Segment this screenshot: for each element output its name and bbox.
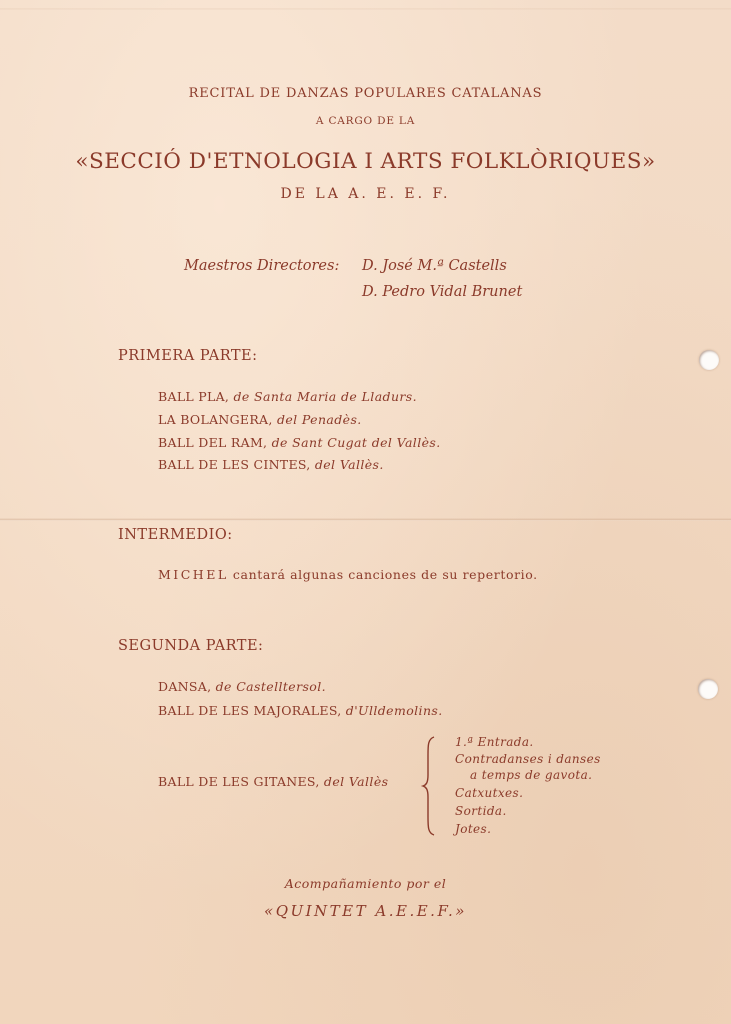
gitanes-part: Jotes. xyxy=(455,822,492,836)
program-item xyxy=(158,774,388,789)
intermedio-line xyxy=(158,567,538,582)
dance-name: LA BOLANGERA, xyxy=(158,412,273,427)
punch-hole-lower xyxy=(698,679,718,699)
gitanes-part: Contradanses i danses xyxy=(455,752,601,766)
association-line: DE LA A. E. E. F. xyxy=(280,186,451,202)
dance-name: DANSA, xyxy=(158,679,212,694)
program-item xyxy=(158,703,443,718)
dance-place: del Vallès xyxy=(323,774,389,789)
dance-name: BALL DE LES GITANES, xyxy=(158,774,320,789)
dance-name: BALL DE LES MAJORALES, xyxy=(158,703,342,718)
intermedio-text: cantará algunas canciones de su repertorio. xyxy=(232,567,538,582)
dance-place: de Castelltersol. xyxy=(215,679,326,694)
dance-name: BALL DEL RAM, xyxy=(158,435,268,450)
a-cargo-line: A CARGO DE LA xyxy=(315,115,416,127)
performer-name: MICHEL xyxy=(158,567,229,582)
program-item xyxy=(158,435,441,450)
paper-fold-line xyxy=(0,518,731,521)
quintet-name: «QUINTET A.E.E.F.» xyxy=(264,902,467,920)
director-name-2: D. Pedro Vidal Brunet xyxy=(362,284,523,300)
dance-place: de Santa Maria de Lladurs. xyxy=(233,389,417,404)
dance-place: del Vallès. xyxy=(314,457,384,472)
gitanes-part: 1.ª Entrada. xyxy=(455,735,534,749)
accompaniment-line: Acompañamiento por el xyxy=(284,876,447,891)
director-name-1: D. José M.ª Castells xyxy=(362,258,507,274)
punch-hole-upper xyxy=(699,350,719,370)
program-item xyxy=(158,457,384,472)
primera-parte-heading: PRIMERA PARTE: xyxy=(118,348,258,364)
paper-top-edge xyxy=(0,8,731,10)
dance-place: de Sant Cugat del Vallès. xyxy=(271,435,441,450)
dance-place: d'Ulldemolins. xyxy=(345,703,443,718)
seccio-name: «SECCIÓ D'ETNOLOGIA I ARTS FOLKLÒRIQUES» xyxy=(75,149,656,174)
recital-title: RECITAL DE DANZAS POPULARES CATALANAS xyxy=(188,86,543,101)
dance-name: BALL PLA, xyxy=(158,389,230,404)
program-item xyxy=(158,389,417,404)
segunda-parte-heading: SEGUNDA PARTE: xyxy=(118,638,264,654)
curly-brace-icon xyxy=(420,735,438,837)
gitanes-part: Catxutxes. xyxy=(455,786,524,800)
directors-label: Maestros Directores: xyxy=(184,258,340,274)
intermedio-heading: INTERMEDIO: xyxy=(118,527,233,543)
gitanes-part: Sortida. xyxy=(455,804,507,818)
program-item xyxy=(158,412,362,427)
dance-name: BALL DE LES CINTES, xyxy=(158,457,311,472)
gitanes-part: a temps de gavota. xyxy=(470,768,593,782)
dance-place: del Penadès. xyxy=(276,412,362,427)
program-item xyxy=(158,679,326,694)
